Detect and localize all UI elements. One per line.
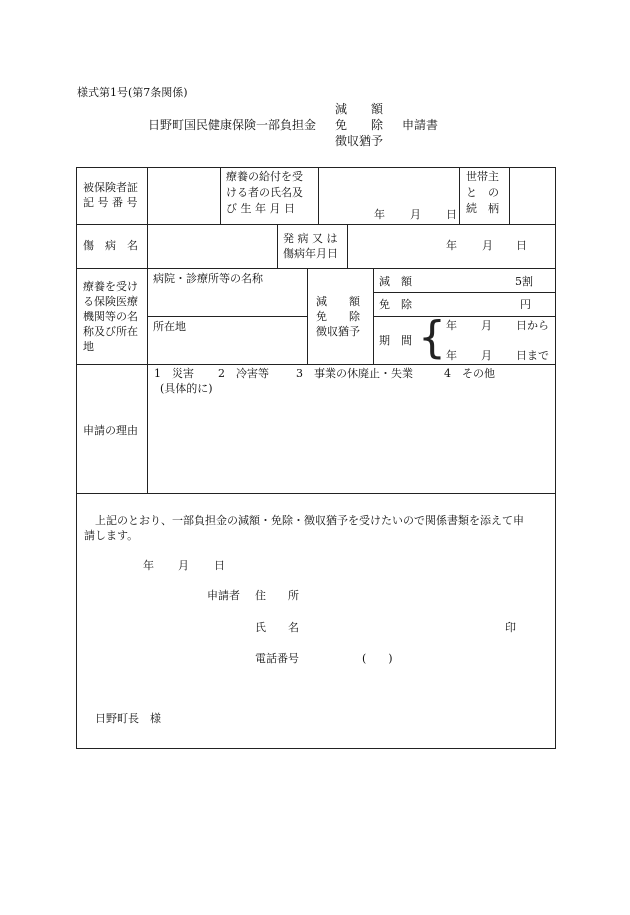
exemption-label: 免 除 xyxy=(379,298,412,311)
period-to-suffix: 日まで xyxy=(516,349,549,362)
phone-label: 電話番号 xyxy=(255,652,299,665)
reason-option-cold-damage: 2 冷害等 xyxy=(218,367,269,380)
measure-label-deferral: 徴収猶予 xyxy=(316,325,360,338)
reason-specific-note: (具体的に) xyxy=(160,382,213,395)
recipient-label-1: 療養の給付を受 xyxy=(226,170,303,183)
applicant-address-label: 住 所 xyxy=(255,589,299,602)
brace-icon: { xyxy=(418,312,446,363)
onset-day: 日 xyxy=(516,239,527,252)
relationship-label-1: 世帯主 xyxy=(466,170,499,183)
measure-label-reduction: 減 額 xyxy=(316,295,360,308)
insured-number-label-2: 記 号 番 号 xyxy=(83,196,138,209)
reason-option-other: 4 その他 xyxy=(444,367,495,380)
recipient-label-2: ける者の氏名及 xyxy=(226,186,303,199)
recipient-dob-day: 日 xyxy=(446,208,457,221)
period-label: 期 間 xyxy=(379,334,412,347)
title-option-reduction: 減 額 xyxy=(335,102,384,116)
hospital-name-label: 病院・診療所等の名称 xyxy=(153,272,263,285)
reason-option-business-closure: 3 事業の休廃止・失業 xyxy=(296,367,413,380)
title-option-deferral: 徴収猶予 xyxy=(335,134,384,148)
reduction-value: 5割 xyxy=(515,275,533,288)
period-to-month: 月 xyxy=(481,349,492,362)
recipient-dob-year: 年 xyxy=(374,208,385,221)
applicant-name-label: 氏 名 xyxy=(255,621,299,634)
application-month: 月 xyxy=(178,559,189,572)
addressee: 日野町長 様 xyxy=(95,712,161,725)
application-year: 年 xyxy=(143,559,154,572)
onset-month: 月 xyxy=(482,239,493,252)
application-day: 日 xyxy=(214,559,225,572)
onset-date-label-1: 発 病 又 は xyxy=(283,232,338,245)
phone-parens: ( ) xyxy=(362,652,393,665)
relationship-label-2: と の xyxy=(466,186,499,199)
recipient-dob-month: 月 xyxy=(410,208,421,221)
measure-label-exemption: 免 除 xyxy=(316,310,360,323)
institution-label-3: 機関等の名 xyxy=(83,310,138,323)
onset-year: 年 xyxy=(446,239,457,252)
hospital-address-label: 所在地 xyxy=(153,320,186,333)
recipient-label-3: び 生 年 月 日 xyxy=(226,202,295,215)
reduction-label: 減 額 xyxy=(379,275,412,288)
form-number: 様式第1号(第7条関係) xyxy=(77,86,188,99)
applicant-label: 申請者 xyxy=(207,589,240,602)
seal-mark: 印 xyxy=(505,621,516,634)
form-title-suffix: 申請書 xyxy=(402,118,439,132)
period-from-month: 月 xyxy=(481,319,492,332)
disease-name-label: 傷 病 名 xyxy=(83,239,138,252)
form-title-prefix: 日野町国民健康保険一部負担金 xyxy=(148,118,317,132)
period-to-year: 年 xyxy=(446,349,457,362)
period-from-suffix: 日から xyxy=(516,319,549,332)
declaration-line-2: 請します。 xyxy=(84,529,139,542)
title-option-exemption: 免 除 xyxy=(335,118,384,132)
relationship-label-3: 続 柄 xyxy=(466,202,499,215)
institution-label-2: る保険医療 xyxy=(83,295,138,308)
institution-label-5: 地 xyxy=(83,340,94,353)
reason-option-disaster: 1 災害 xyxy=(154,367,194,380)
period-from-year: 年 xyxy=(446,319,457,332)
onset-date-label-2: 傷病年月日 xyxy=(283,247,338,260)
exemption-unit: 円 xyxy=(520,298,531,311)
institution-label-1: 療養を受け xyxy=(83,280,138,293)
insured-number-label-1: 被保険者証 xyxy=(83,181,138,194)
institution-label-4: 称及び所在 xyxy=(83,325,138,338)
reason-label: 申請の理由 xyxy=(83,424,138,437)
declaration-line-1: 上記のとおり、一部負担金の減額・免除・徴収猶予を受けたいので関係書類を添えて申 xyxy=(95,514,524,527)
